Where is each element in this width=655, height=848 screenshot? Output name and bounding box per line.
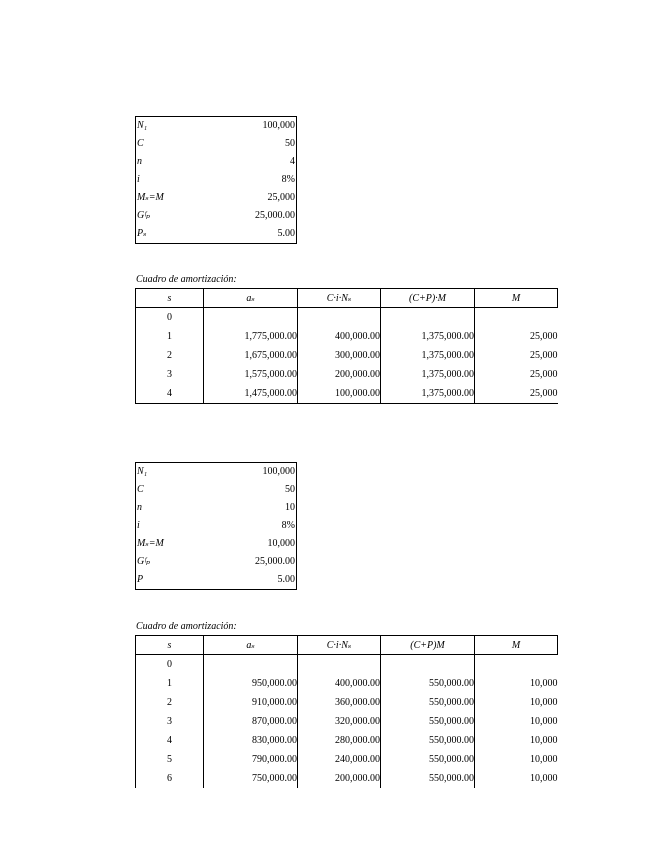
amortization-caption-2: Cuadro de amortización: <box>136 621 237 632</box>
table-cell: 550,000.00 <box>381 712 475 731</box>
table-cell: 400,000.00 <box>298 327 381 346</box>
table-cell: 1,375,000.00 <box>381 327 475 346</box>
table-cell: 550,000.00 <box>381 750 475 769</box>
param-value: 100,000 <box>262 466 295 477</box>
param-row <box>136 517 297 535</box>
table-cell: 5 <box>136 750 204 769</box>
param-row <box>136 153 297 171</box>
param-value: 50 <box>285 484 295 495</box>
column-header: M <box>475 289 558 308</box>
param-value: 50 <box>285 138 295 149</box>
amortization-body-1 <box>136 308 558 404</box>
table-cell: 3 <box>136 365 204 384</box>
table-row <box>136 327 558 346</box>
table-cell: 1,475,000.00 <box>204 384 298 404</box>
table-cell: 1,375,000.00 <box>381 384 475 404</box>
param-value: 25,000.00 <box>255 210 295 221</box>
param-label: P <box>137 574 144 585</box>
table-cell: 10,000 <box>475 712 558 731</box>
param-row <box>136 553 297 571</box>
column-header: C·i·Nₛ <box>298 636 381 655</box>
table-cell: 1,375,000.00 <box>381 346 475 365</box>
table-row <box>136 750 558 769</box>
table-cell <box>298 655 381 675</box>
table-cell: 10,000 <box>475 674 558 693</box>
table-row <box>136 769 558 788</box>
table-row <box>136 384 558 404</box>
param-label: i <box>137 174 140 185</box>
table-cell: 830,000.00 <box>204 731 298 750</box>
table-cell: 750,000.00 <box>204 769 298 788</box>
table-cell: 1 <box>136 327 204 346</box>
table-cell: 10,000 <box>475 769 558 788</box>
table-cell: 870,000.00 <box>204 712 298 731</box>
param-label: Gᶠₚ <box>137 556 150 567</box>
table-cell: 1,775,000.00 <box>204 327 298 346</box>
param-value: 10,000 <box>267 538 295 549</box>
column-header: M <box>475 636 558 655</box>
amortization-header-row-2 <box>136 636 558 655</box>
param-value: 4 <box>290 156 295 167</box>
table-cell: 10,000 <box>475 731 558 750</box>
table-cell: 3 <box>136 712 204 731</box>
table-cell: 550,000.00 <box>381 693 475 712</box>
table-cell: 25,000 <box>475 365 558 384</box>
table-cell: 360,000.00 <box>298 693 381 712</box>
column-header: s <box>136 636 204 655</box>
param-row <box>136 535 297 553</box>
table-cell <box>475 655 558 675</box>
table-cell: 25,000 <box>475 346 558 365</box>
param-value: 100,000 <box>262 120 295 131</box>
param-label: C <box>137 138 144 149</box>
table-cell: 1,375,000.00 <box>381 365 475 384</box>
param-row <box>136 481 297 499</box>
amortization-table-1 <box>135 288 558 404</box>
table-cell: 25,000 <box>475 384 558 404</box>
table-cell <box>475 308 558 328</box>
param-value: 10 <box>285 502 295 513</box>
column-header: C·i·Nₛ <box>298 289 381 308</box>
amortization-table-2 <box>135 635 558 788</box>
table-cell <box>204 308 298 328</box>
table-row <box>136 346 558 365</box>
amortization-caption-1: Cuadro de amortización: <box>136 274 237 285</box>
table-cell: 1,575,000.00 <box>204 365 298 384</box>
table-row <box>136 655 558 675</box>
column-header: (C+P)·M <box>381 289 475 308</box>
param-row <box>136 571 297 590</box>
param-value: 8% <box>281 174 295 185</box>
params-body-2 <box>136 463 297 590</box>
table-cell: 1,675,000.00 <box>204 346 298 365</box>
table-cell: 100,000.00 <box>298 384 381 404</box>
param-value: 25,000 <box>267 192 295 203</box>
param-row <box>136 117 297 136</box>
params-table-1 <box>135 116 297 244</box>
param-label: Mₛ=M <box>137 192 164 203</box>
table-cell: 1 <box>136 674 204 693</box>
param-label: n <box>137 502 142 513</box>
table-cell: 6 <box>136 769 204 788</box>
table-cell: 550,000.00 <box>381 769 475 788</box>
params-body-1 <box>136 117 297 244</box>
table-cell: 320,000.00 <box>298 712 381 731</box>
table-row <box>136 731 558 750</box>
table-row <box>136 365 558 384</box>
table-cell: 790,000.00 <box>204 750 298 769</box>
column-header: s <box>136 289 204 308</box>
table-cell: 550,000.00 <box>381 674 475 693</box>
table-cell: 2 <box>136 693 204 712</box>
param-row <box>136 207 297 225</box>
amortization-body-2 <box>136 655 558 789</box>
column-header: (C+P)M <box>381 636 475 655</box>
table-cell: 10,000 <box>475 750 558 769</box>
table-row <box>136 712 558 731</box>
table-cell: 280,000.00 <box>298 731 381 750</box>
table-cell: 10,000 <box>475 693 558 712</box>
params-table-2 <box>135 462 297 590</box>
param-label: Pₛ <box>137 228 147 239</box>
table-cell: 200,000.00 <box>298 769 381 788</box>
param-row <box>136 225 297 244</box>
param-value: 25,000.00 <box>255 556 295 567</box>
table-cell: 550,000.00 <box>381 731 475 750</box>
table-cell: 910,000.00 <box>204 693 298 712</box>
column-header: aₛ <box>204 636 298 655</box>
table-cell: 25,000 <box>475 327 558 346</box>
param-label: N₁ <box>137 466 148 477</box>
column-header: aₛ <box>204 289 298 308</box>
table-row <box>136 693 558 712</box>
table-cell: 0 <box>136 308 204 328</box>
param-label: N₁ <box>137 120 148 131</box>
param-label: Gᶠₚ <box>137 210 150 221</box>
param-value: 5.00 <box>277 228 295 239</box>
table-row <box>136 674 558 693</box>
amortization-header-row-1 <box>136 289 558 308</box>
table-row <box>136 308 558 328</box>
param-row <box>136 463 297 482</box>
table-cell <box>381 308 475 328</box>
table-cell: 2 <box>136 346 204 365</box>
param-value: 5.00 <box>277 574 295 585</box>
param-label: C <box>137 484 144 495</box>
table-cell: 0 <box>136 655 204 675</box>
table-cell: 950,000.00 <box>204 674 298 693</box>
table-cell: 4 <box>136 384 204 404</box>
table-cell <box>204 655 298 675</box>
table-cell: 4 <box>136 731 204 750</box>
table-cell <box>381 655 475 675</box>
param-row <box>136 189 297 207</box>
table-cell: 400,000.00 <box>298 674 381 693</box>
param-row <box>136 171 297 189</box>
table-cell: 240,000.00 <box>298 750 381 769</box>
table-cell: 200,000.00 <box>298 365 381 384</box>
param-label: n <box>137 156 142 167</box>
table-cell: 300,000.00 <box>298 346 381 365</box>
param-label: i <box>137 520 140 531</box>
param-row <box>136 135 297 153</box>
param-value: 8% <box>281 520 295 531</box>
table-cell <box>298 308 381 328</box>
param-row <box>136 499 297 517</box>
param-label: Mₛ=M <box>137 538 164 549</box>
